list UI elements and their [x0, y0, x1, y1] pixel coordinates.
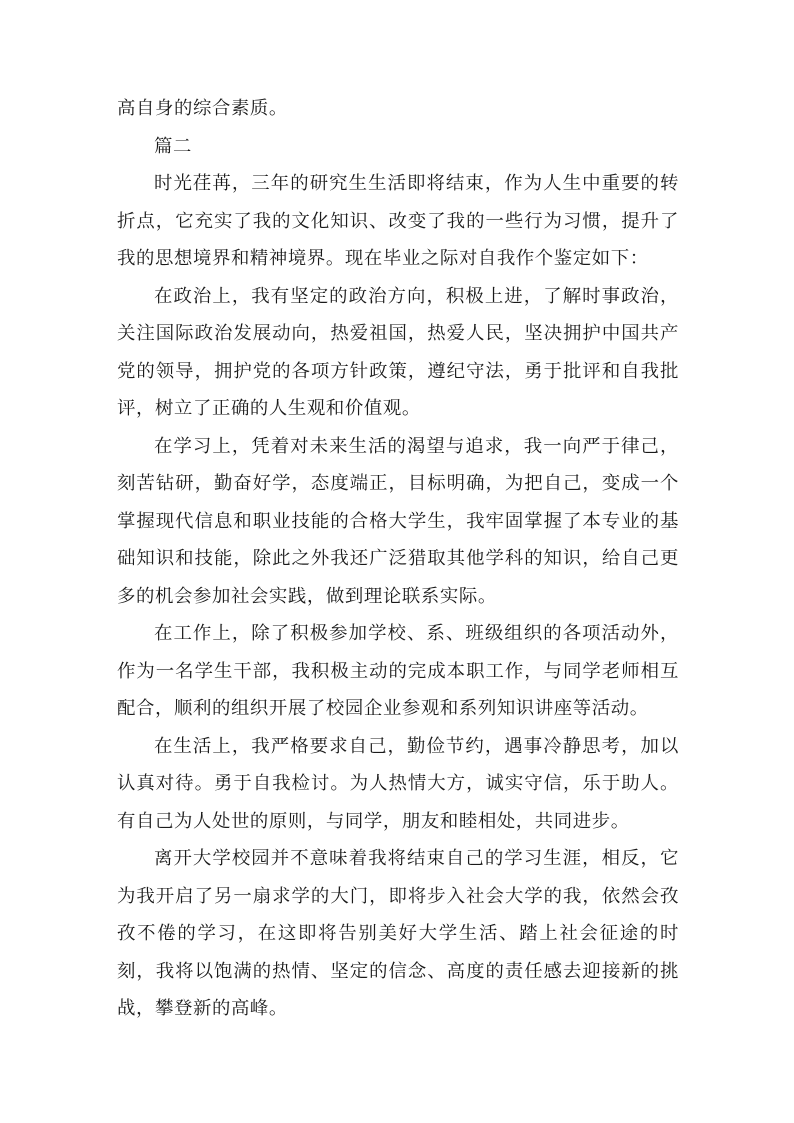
section-heading: 篇二: [154, 135, 192, 157]
document-page: [117, 90, 679, 1028]
paragraph-life: 在生活上，我严格要求自己，勤俭节约，遇事冷静思考，加以认真对待。勇于自我检讨。为人热情大方，诚实守信，乐于助人。有自己为人处世的原则，与同学，朋友和睦相处，共同进步。: [117, 735, 679, 832]
paragraph-work: 在工作上，除了积极参加学校、系、班级组织的各项活动外，作为一名学生干部，我积极主动的完成本职工作，与同学老师相互配合，顺利的组织开展了校园企业参观和系列知识讲座等活动。: [117, 623, 679, 719]
paragraph-conclusion: 离开大学校园并不意味着我将结束自己的学习生涯，相反，它为我开启了另一扇求学的大门，即将步入社会大学的我，依然会孜孜不倦的学习，在这即将告别美好大学生活、踏上社会征途的时刻，我将以饱满的热情、坚定的信念、高度的责任感去迎接新的挑战，攀登新的高峰。: [117, 848, 679, 1019]
paragraph-intro: 时光荏苒，三年的研究生生活即将结束，作为人生中重要的转折点，它充实了我的文化知识、改变了我的一些行为习惯，提升了我的思想境界和精神境界。现在毕业之际对自我作个鉴定如下：: [117, 173, 679, 269]
paragraph-study: 在学习上，凭着对未来生活的渴望与追求，我一向严于律己，刻苦钻研，勤奋好学，态度端正，目标明确，为把自己，变成一个掌握现代信息和职业技能的合格大学生，我牢固掌握了本专业的基础知识和技能，除此之外我还广泛猎取其他学科的知识，给自己更多的机会参加社会实践，做到理论联系实际。: [117, 435, 679, 607]
paragraph-continuation: 高自身的综合素质。: [117, 98, 288, 119]
paragraph-politics: 在政治上，我有坚定的政治方向，积极上进，了解时事政治，关注国际政治发展动向，热爱祖国，热爱人民，坚决拥护中国共产党的领导，拥护党的各项方针政策，遵纪守法，勇于批评和自我批评，树立了正确的人生观和价值观。: [117, 285, 679, 419]
